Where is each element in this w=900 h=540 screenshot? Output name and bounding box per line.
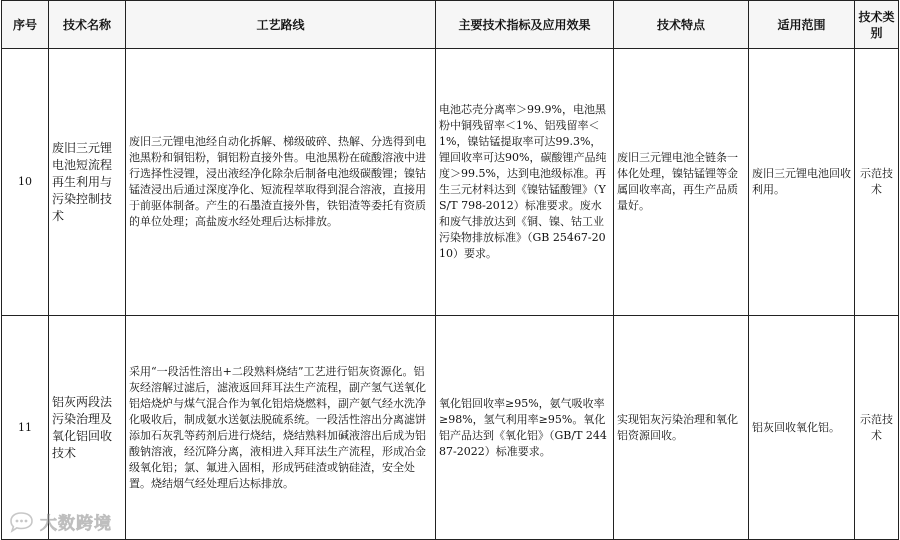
header-index: 序号 [2,1,49,49]
cell-indicators: 电池芯壳分离率＞99.9%，电池黑粉中铜残留率＜1%、铝残留率＜1%，镍钴锰提取率可达99.3%，锂回收率可达90%，碳酸锂产品纯度＞99.5%，达到电池级标准。再生三元材料达到《镍钴锰酸锂》（YS/T 798-2012）标准要求。废水和废气排放达到《铜、镍、钴工业污染物排放标准》（GB 25467-2010）要求。 [436,49,614,316]
header-features: 技术特点 [614,1,749,49]
cell-scope: 废旧三元锂电池回收利用。 [749,49,855,316]
technology-table [1,0,899,540]
cell-index: 10 [2,49,49,316]
table-header-row [2,1,899,49]
cell-index: 11 [2,316,49,540]
cell-features: 废旧三元锂电池全链条一体化处理，镍钴锰锂等金属回收率高，再生产品质量好。 [614,49,749,316]
cell-process: 采用“一段活性溶出+二段熟料烧结”工艺进行铝灰资源化。铝灰经溶解过滤后，滤液返回拜耳法生产流程，副产氢气送氧化铝焙烧炉与煤气混合作为氧化铝焙烧燃料，副产氨气经水洗净化吸收后，制成氨水送氨法脱硫系统。一段活性溶出分离滤饼添加石灰乳等药剂后进行烧结，烧结熟料加碱液溶出后成为铝酸钠溶液，经沉降分离，液相进入拜耳法生产流程，形成冶金级氧化铝；氯、氟进入固相，形成钙硅渣或钠硅渣，安全处置。烧结烟气经处理后达标排放。 [126,316,436,540]
header-category: 技术类别 [855,1,899,49]
cell-name: 废旧三元锂电池短流程再生利用与污染控制技术 [49,49,126,316]
table-row [2,49,899,316]
cell-process: 废旧三元锂电池经自动化拆解、梯级破碎、热解、分选得到电池黑粉和铜铝粉，铜铝粉直接外售。电池黑粉在硫酸溶液中进行选择性浸锂，浸出液经净化除杂后制备电池级碳酸锂；镍钴锰渣浸出后通过深度净化、短流程萃取得到混合溶液，直接用于前驱体制备。产生的石墨渣直接外售，铁铝渣等委托有资质的单位处理；高盐废水经处理后达标排放。 [126,49,436,316]
cell-category: 示范技术 [855,316,899,540]
header-indicators: 主要技术指标及应用效果 [436,1,614,49]
cell-name: 铝灰两段法污染治理及氧化铝回收技术 [49,316,126,540]
cell-scope: 铝灰回收氧化铝。 [749,316,855,540]
cell-features: 实现铝灰污染治理和氧化铝资源回收。 [614,316,749,540]
header-process: 工艺路线 [126,1,436,49]
watermark [8,509,112,534]
header-name: 技术名称 [49,1,126,49]
header-scope: 适用范围 [749,1,855,49]
cell-indicators: 氧化铝回收率≥95%，氨气吸收率≥98%，氢气利用率≥95%。氧化铝产品达到《氧化铝》（GB/T 24487-2022）标准要求。 [436,316,614,540]
cell-category: 示范技术 [855,49,899,316]
chat-bubble-logo-icon [8,511,36,533]
watermark-text: 大数跨境 [40,514,112,534]
table-row [2,316,899,540]
